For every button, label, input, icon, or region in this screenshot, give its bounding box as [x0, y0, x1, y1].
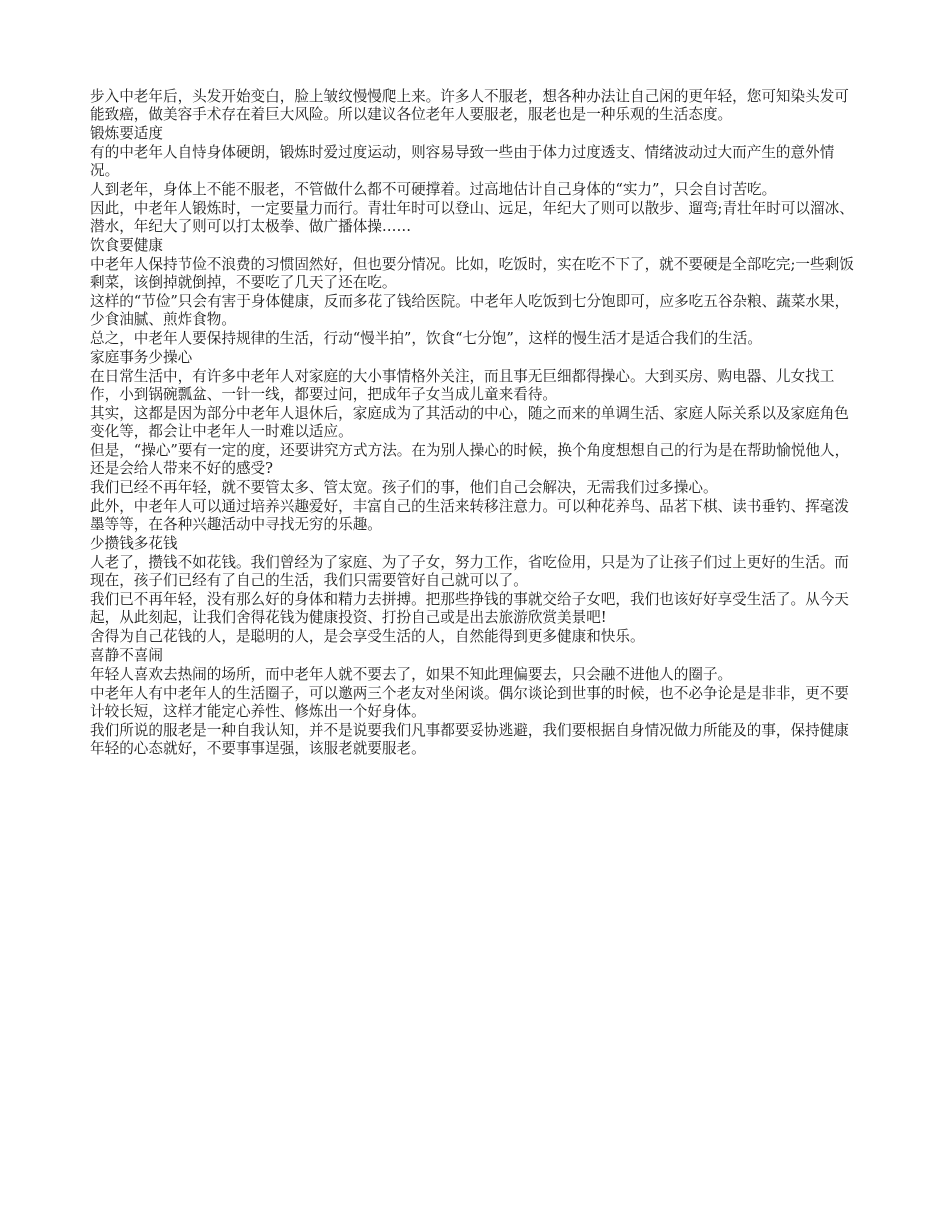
paragraph: 在日常生活中，有许多中老年人对家庭的大小事情格外关注，而且事无巨细都得操心。大到买房、购电器、儿女找工作，小到锅碗瓢盆、一针一线，都要过问，把成年子女当成儿童来看待。 — [90, 368, 835, 403]
paragraph: 总之，中老年人要保持规律的生活，行动“慢半拍”，饮食“七分饱”，这样的慢生活才是适合我们的生活。 — [90, 330, 762, 347]
section-heading-money: 少攒钱多花钱 — [90, 535, 178, 552]
paragraph: 年轻人喜欢去热闹的场所，而中老年人就不要去了，如果不知此理偏要去，只会融不进他人的圈子。 — [90, 666, 733, 683]
paragraph: 人到老年，身体上不能不服老，不管做什么都不可硬撑着。过高地估计自己身体的“实力”，只会自讨苦吃。 — [90, 181, 777, 198]
section-heading-quiet: 喜静不喜闹 — [90, 647, 163, 664]
paragraph: 我们已不再年轻，没有那么好的身体和精力去拼搏。把那些挣钱的事就交给子女吧，我们也该好好享受生活了。从今天起，从此刻起，让我们舍得花钱为健康投资、打扮自己或是出去旅游欣赏美景吧! — [90, 591, 849, 626]
intro-paragraph: 步入中老年后，头发开始变白，脸上皱纹慢慢爬上来。许多人不服老，想各种办法让自己闲的更年轻，您可知染头发可能致癌，做美容手术存在着巨大风险。所以建议各位老年人要服老，服老也是一种乐观的生活态度。 — [90, 88, 849, 123]
document-body — [90, 88, 860, 758]
section-heading-family: 家庭事务少操心 — [90, 349, 193, 366]
paragraph: 我们已经不再年轻，就不要管太多、管太宽。孩子们的事，他们自己会解决，无需我们过多操心。 — [90, 479, 718, 496]
paragraph: 舍得为自己花钱的人，是聪明的人，是会享受生活的人，自然能得到更多健康和快乐。 — [90, 628, 645, 645]
paragraph: 有的中老年人自恃身体硬朗，锻炼时爱过度运动，则容易导致一些由于体力过度透支、情绪波动过大而产生的意外情况。 — [90, 144, 835, 179]
paragraph: 但是，“操心”要有一定的度，还要讲究方式方法。在为别人操心的时候，换个角度想想自己的行为是在帮助愉悦他人，还是会给人带来不好的感受? — [90, 442, 850, 477]
paragraph: 中老年人保持节俭不浪费的习惯固然好，但也要分情况。比如，吃饭时，实在吃不下了，就不要硬是全部吃完;一些剩饭剩菜，该倒掉就倒掉，不要吃了几天了还在吃。 — [90, 256, 854, 291]
paragraph: 人老了，攒钱不如花钱。我们曾经为了家庭、为了子女，努力工作，省吃俭用，只是为了让孩子们过上更好的生活。而现在，孩子们已经有了自己的生活，我们只需要管好自己就可以了。 — [90, 554, 849, 589]
paragraph: 我们所说的服老是一种自我认知，并不是说要我们凡事都要妥协逃避，我们要根据自身情况做力所能及的事，保持健康年轻的心态就好，不要事事逞强，该服老就要服老。 — [90, 722, 849, 757]
paragraph: 这样的“节俭”只会有害于身体健康，反而多花了钱给医院。中老年人吃饭到七分饱即可，应多吃五谷杂粮、蔬菜水果，少食油腻、煎炸食物。 — [90, 293, 850, 328]
paragraph: 此外，中老年人可以通过培养兴趣爱好，丰富自己的生活来转移注意力。可以种花养鸟、品茗下棋、读书垂钓、挥毫泼墨等等，在各种兴趣活动中寻找无穷的乐趣。 — [90, 498, 849, 533]
section-heading-diet: 饮食要健康 — [90, 237, 163, 254]
paragraph: 其实，这都是因为部分中老年人退休后，家庭成为了其活动的中心，随之而来的单调生活、家庭人际关系以及家庭角色变化等，都会让中老年人一时难以适应。 — [90, 405, 849, 440]
paragraph: 因此，中老年人锻炼时，一定要量力而行。青壮年时可以登山、远足，年纪大了则可以散步、遛弯;青壮年时可以溜冰、潜水，年纪大了则可以打太极拳、做广播体操…… — [90, 200, 854, 235]
section-heading-exercise: 锻炼要适度 — [90, 125, 163, 142]
paragraph: 中老年人有中老年人的生活圈子，可以邀两三个老友对坐闲谈。偶尔谈论到世事的时候，也不必争论是是非非，更不要计较长短，这样才能定心养性、修炼出一个好身体。 — [90, 685, 849, 720]
